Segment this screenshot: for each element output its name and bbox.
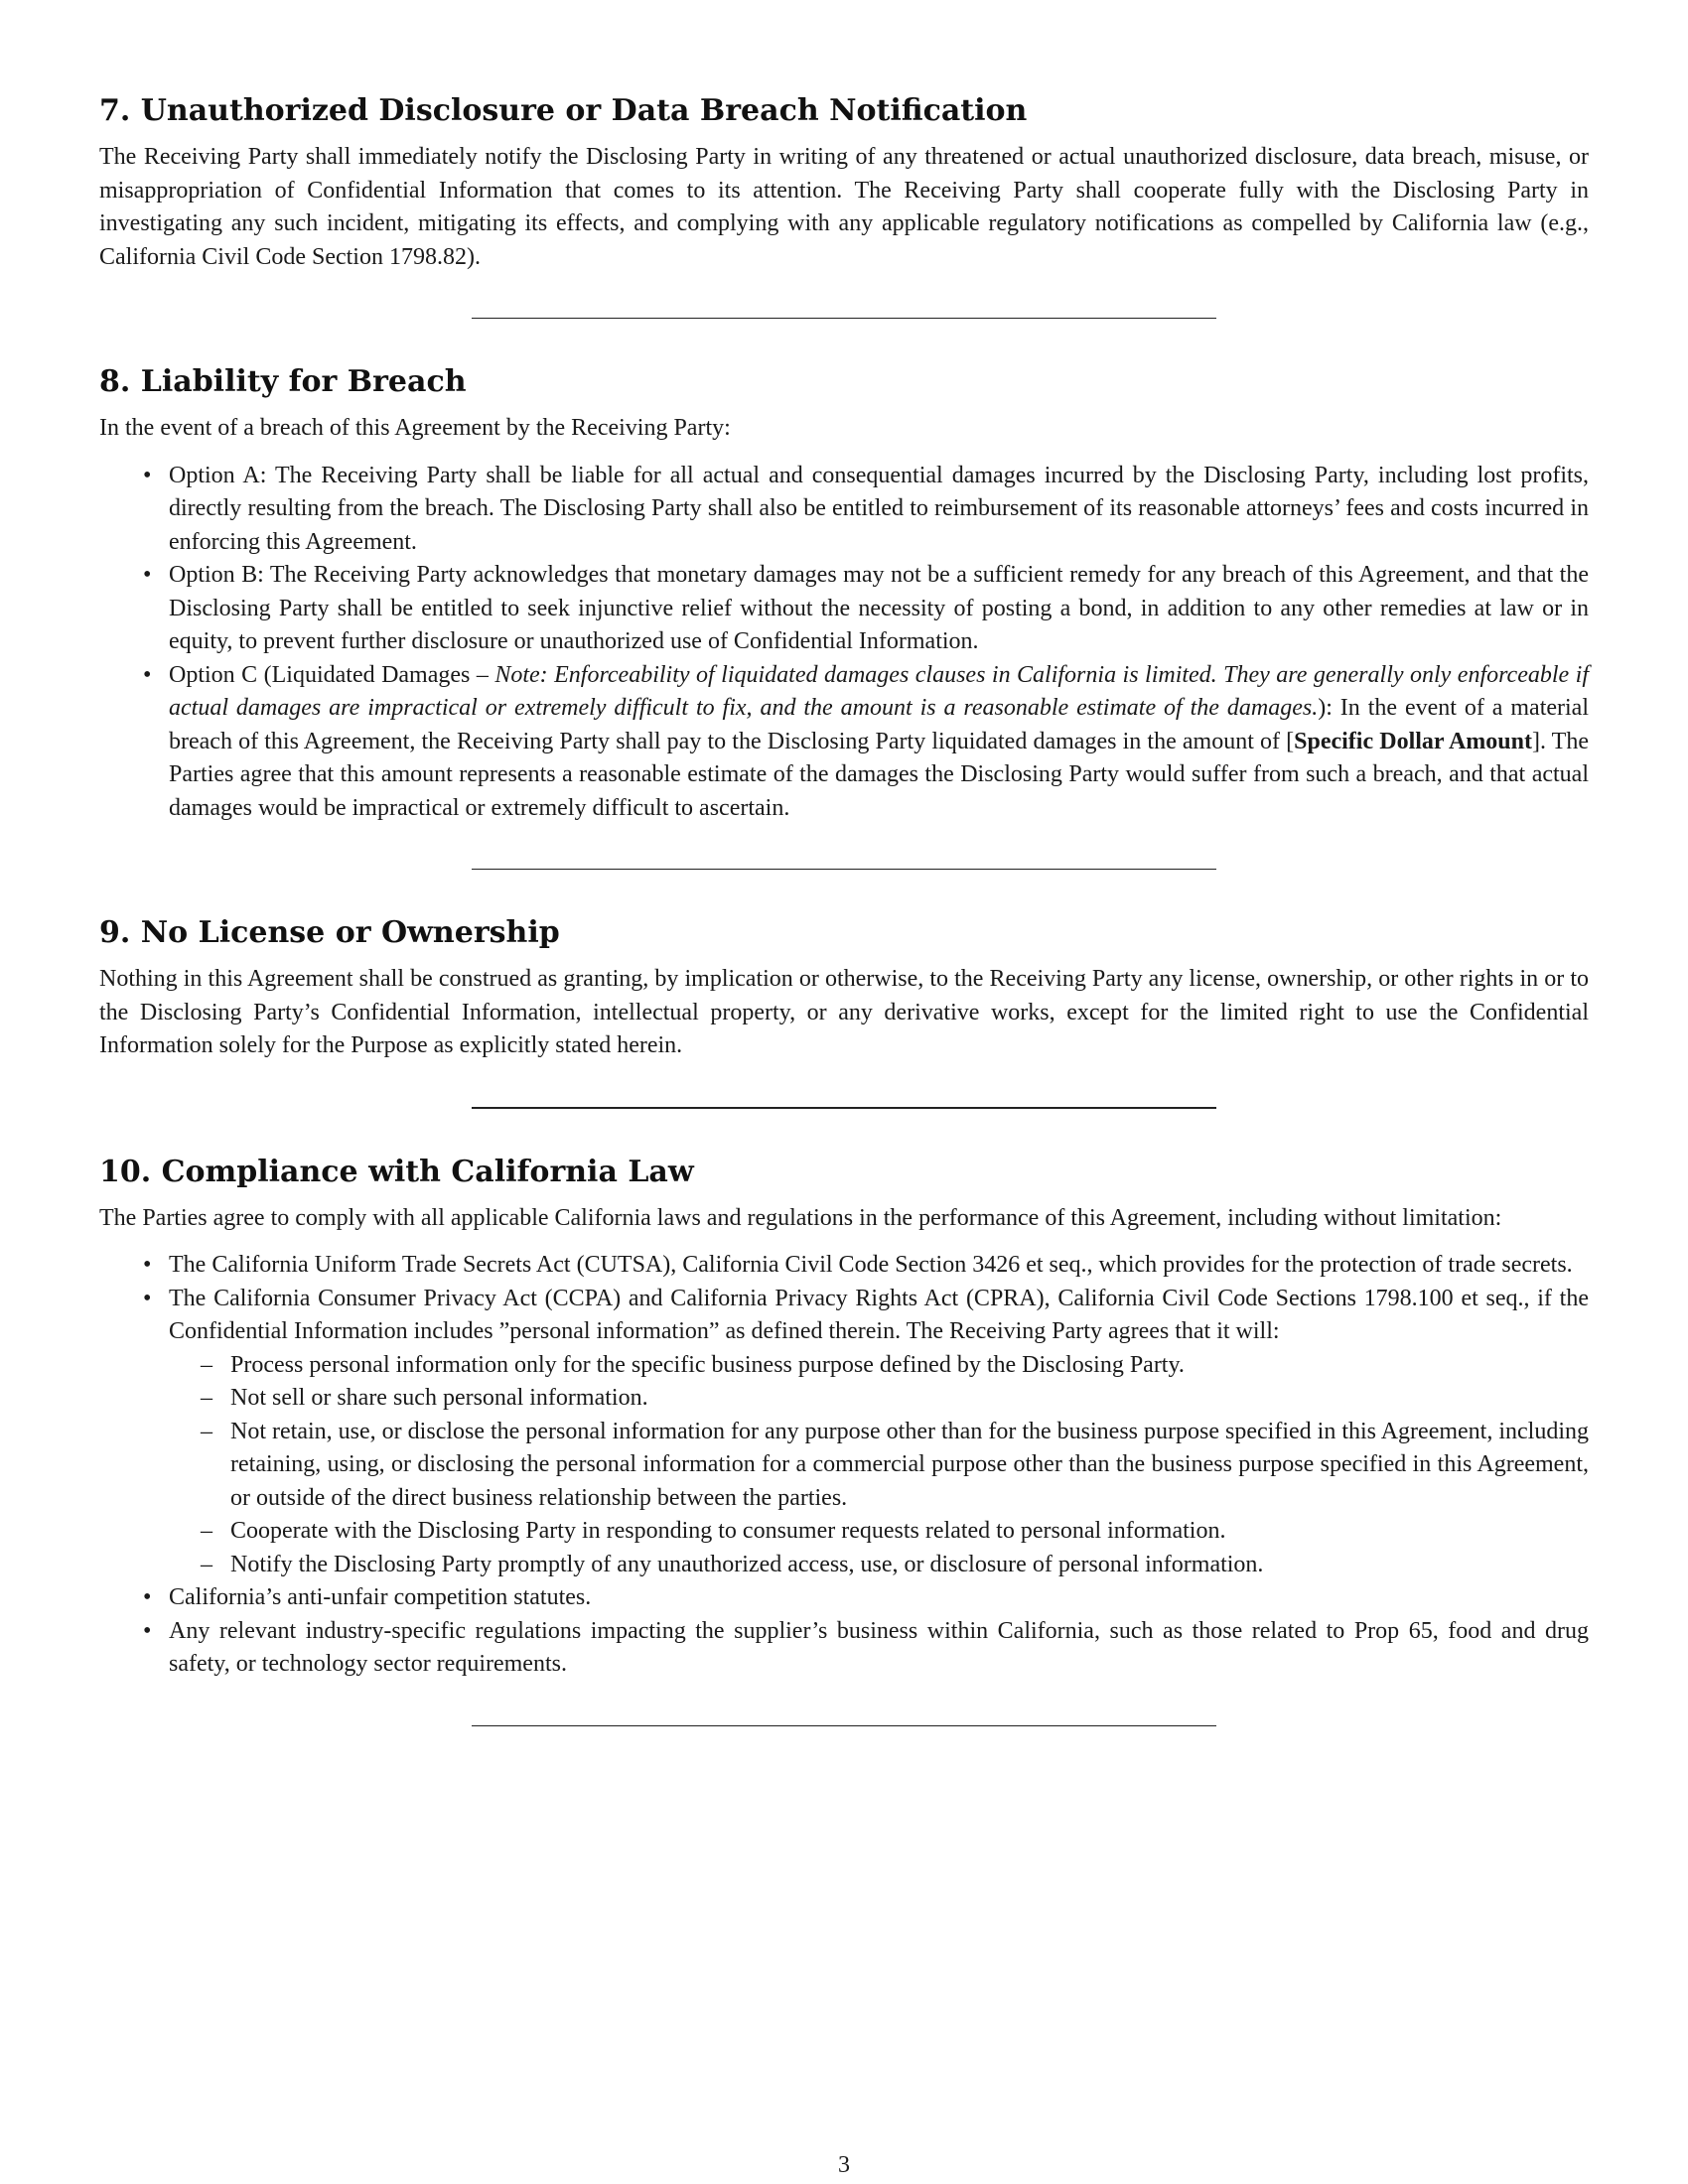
option-c-tail: ]. The Parties agree that this amount represents a reasonable estimate of the damages the Disclosing Party would suffer from such a breach, and that actual damages would be impractical or extremely difficult to ascertain. bbox=[169, 728, 1589, 821]
sub-list-item: – Process personal information only for the specific business purpose defined by the Disclosing Party. bbox=[230, 1349, 1589, 1383]
section-body: The Receiving Party shall immediately notify the Disclosing Party in writing of any threatened or actual unauthorized disclosure, data breach, misuse, or misappropriation of Confidential Information that comes to its attention. The Receiving Party shall cooperate fully with the Disclosing Party in investigating any such incident, mitigating its effects, and complying with any applicable regulatory notifications as compelled by California law (e.g., California Civil Code Section 1798.82). bbox=[99, 144, 1589, 270]
sub-list-item: – Cooperate with the Disclosing Party in responding to consumer requests related to personal information. bbox=[230, 1515, 1589, 1549]
amount-placeholder: Specific Dollar Amount bbox=[1294, 728, 1532, 754]
list-item: • Any relevant industry-specific regulations impacting the supplier’s business within California, such as those related to Prop 65, food and drug safety, or technology sector requirements. bbox=[169, 1615, 1589, 1682]
sub-list-item: – Notify the Disclosing Party promptly of any unauthorized access, use, or disclosure of personal information. bbox=[230, 1549, 1589, 1582]
option-c-mid: ): In the event of a material breach of this Agreement, the Receiving Party shall pay to the Disclosing Party liquidated damages in the amount of [ bbox=[169, 695, 1589, 754]
ccpa-text: The California Consumer Privacy Act (CCPA) and California Privacy Rights Act (CPRA), California Civil Code Sections 1798.100 et seq., if the Confidential Information includes ”personal information” as defined therein. The Receiving Party agrees that it will: bbox=[169, 1285, 1589, 1344]
sub-list-item: – Not sell or share such personal information. bbox=[230, 1382, 1589, 1416]
section-heading: 7. Unauthorized Disclosure or Data Breach Notification bbox=[99, 93, 1028, 128]
section-heading: 10. Compliance with California Law bbox=[99, 1154, 694, 1189]
options-list bbox=[99, 460, 1589, 826]
sub-list-item: – Not retain, use, or disclose the personal information for any purpose other than for the business purpose specified in this Agreement, including retaining, using, or disclosing the personal information for a commercial purpose other than the business purpose specified in this Agreement, or outside of the direct business relationship between the parties. bbox=[230, 1416, 1589, 1516]
section-body: Nothing in this Agreement shall be construed as granting, by implication or otherwise, to the Receiving Party any license, ownership, or other rights in or to the Disclosing Party’s Confidential Information, intellectual property, or any derivative works, except for the limited right to use the Confidential Information solely for the Purpose as explicitly stated herein. bbox=[99, 966, 1589, 1058]
section-intro: In the event of a breach of this Agreement by the Receiving Party: bbox=[99, 415, 731, 441]
option-c-lead: Option C (Liquidated Damages – bbox=[169, 661, 495, 688]
section-heading: 8. Liability for Breach bbox=[99, 364, 467, 399]
section-heading: 9. No License or Ownership bbox=[99, 915, 560, 950]
section-9 bbox=[99, 913, 1589, 1063]
section-intro: The Parties agree to comply with all applicable California laws and regulations in the performance of this Agreement, including without limitation: bbox=[99, 1204, 1502, 1231]
list-item: • Option B: The Receiving Party acknowledges that monetary damages may not be a sufficient remedy for any breach of this Agreement, and that the Disclosing Party shall be entitled to seek injunctive relief without the necessity of posting a bond, in addition to any other remedies at law or in equity, to prevent further disclosure or unauthorized use of Confidential Information. bbox=[169, 559, 1589, 659]
option-c-note: Note: Enforceability of liquidated damages clauses in California is limited. They are generally only enforceable if actual damages are impractical or extremely difficult to fix, and the amount is a reasonable estimate of the damages. bbox=[169, 661, 1589, 721]
page-number: 3 bbox=[838, 2152, 850, 2178]
list-item bbox=[169, 1283, 1589, 1582]
list-item bbox=[169, 659, 1589, 826]
divider bbox=[472, 869, 1216, 870]
ccpa-sub-list bbox=[169, 1349, 1589, 1582]
divider bbox=[472, 1107, 1216, 1109]
document-page bbox=[99, 91, 1589, 1734]
section-8 bbox=[99, 362, 1589, 825]
section-7 bbox=[99, 91, 1589, 274]
section-10 bbox=[99, 1153, 1589, 1682]
divider bbox=[472, 318, 1216, 319]
list-item: • Option A: The Receiving Party shall be liable for all actual and consequential damages incurred by the Disclosing Party, including lost profits, directly resulting from the breach. The Disclosing Party shall also be entitled to reimbursement of its reasonable attorneys’ fees and costs incurred in enforcing this Agreement. bbox=[169, 460, 1589, 560]
list-item: • California’s anti-unfair competition statutes. bbox=[169, 1581, 1589, 1615]
list-item: • The California Uniform Trade Secrets Act (CUTSA), California Civil Code Section 3426 et seq., which provides for the protection of trade secrets. bbox=[169, 1249, 1589, 1283]
compliance-list bbox=[99, 1249, 1589, 1682]
divider bbox=[472, 1725, 1216, 1726]
